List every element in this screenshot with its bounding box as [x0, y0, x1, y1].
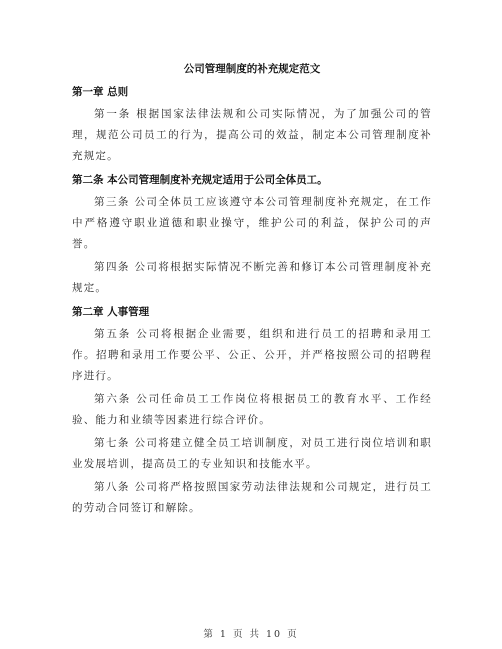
- chapter-heading-personnel: 第二章 人事管理: [72, 306, 150, 318]
- document-title: 公司管理制度的补充规定范文: [183, 63, 321, 75]
- article-3-paragraph: 第三条 公司全体员工应该遵守本公司管理制度补充规定，在工作中严格遵守职业道德和职业操守，维护公司的利益，保护公司的声誉。: [72, 196, 432, 250]
- article-4-paragraph: 第四条 公司将根据实际情况不断完善和修订本公司管理制度补充规定。: [72, 261, 432, 294]
- article-1-paragraph: 第一条 根据国家法律法规和公司实际情况，为了加强公司的管理，规范公司员工的行为，提高公司的效益，制定本公司管理制度补充规定。: [72, 108, 432, 162]
- article-5-paragraph: 第五条 公司将根据企业需要，组织和进行员工的招聘和录用工作。招聘和录用工作要公平、公正、公开，并严格按照公司的招聘程序进行。: [72, 328, 432, 382]
- article-7-paragraph: 第七条 公司将建立健全员工培训制度，对员工进行岗位培训和职业发展培训，提高员工的专业知识和技能水平。: [72, 437, 432, 470]
- chapter-heading-general: 第一章 总则: [72, 86, 129, 98]
- article-8-paragraph: 第八条 公司将严格按照国家劳动法律法规和公司规定，进行员工的劳动合同签订和解除。: [72, 481, 432, 514]
- article-2-heading: 第二条 本公司管理制度补充规定适用于公司全体员工。: [72, 174, 328, 186]
- page-number-footer: 第 1 页 共 10 页: [203, 629, 299, 640]
- article-6-paragraph: 第六条 公司任命员工工作岗位将根据员工的教育水平、工作经验、能力和业绩等因素进行综合评价。: [72, 393, 432, 426]
- document-body: [72, 58, 432, 521]
